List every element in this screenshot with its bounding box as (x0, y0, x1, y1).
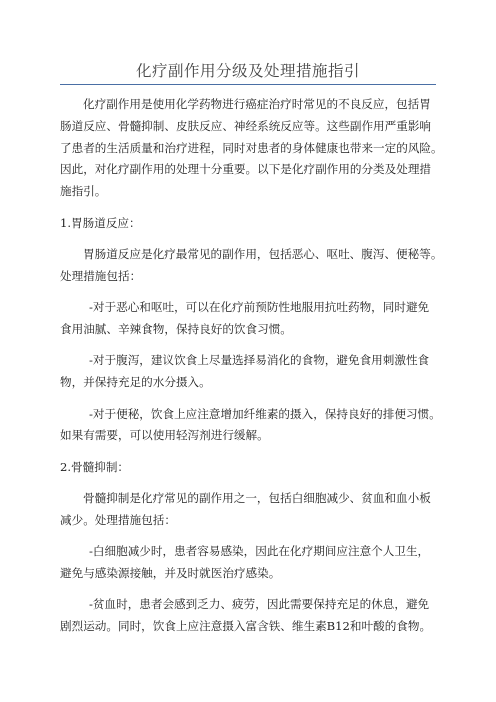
text-line: -贫血时，患者会感到乏力、疲劳，因此需要保持充足的休息，避免 (89, 597, 430, 612)
text-line: -对于便秘，饮食上应注意增加纤维素的摄入，保持良好的排便习惯。 (89, 406, 441, 421)
text-line: 物，并保持充足的水分摄入。 (60, 375, 211, 390)
text-line: 肠道反应、骨髓抑制、皮肤反应、神经系统反应等。这些副作用严重影响 (60, 118, 432, 133)
document-body (60, 94, 443, 638)
section-heading: 2.骨髓抑制： (60, 459, 130, 474)
text-line: 剧烈运动。同时，饮食上应注意摄入富含铁、维生素B12和叶酸的食物。 (60, 619, 432, 634)
paragraph-gi-intro (60, 244, 443, 288)
document-title: 化疗副作用分级及处理措施指引 (135, 62, 360, 80)
text-line: -白细胞减少时，患者容易感染，因此在化疗期间应注意个人卫生， (89, 544, 430, 559)
list-item-nausea (60, 297, 440, 341)
title-underline (60, 84, 436, 85)
text-line: -对于恶心和呕吐，可以在化疗前预防性地服用抗吐药物，同时避免 (89, 300, 430, 315)
text-line: 食用油腻、辛辣食物，保持良好的饮食习惯。 (60, 321, 292, 336)
section-heading-bone-marrow (60, 457, 440, 479)
list-item-anemia (60, 594, 440, 638)
list-item-leukopenia (60, 541, 440, 585)
text-line: 了患者的生活质量和治疗进程，同时对患者的身体健康也带来一定的风险。 (60, 140, 443, 155)
text-line: 避免与感染源接触，并及时就医治疗感染。 (60, 566, 281, 581)
text-line: 胃肠道反应是化疗最常见的副作用，包括恶心、呕吐、腹泻、便秘等。 (83, 246, 443, 261)
text-line: 施指引。 (60, 184, 107, 199)
text-line: 如果有需要，可以使用轻泻剂进行缓解。 (60, 428, 269, 443)
text-line: 处理措施包括： (60, 268, 142, 283)
paragraph-intro (60, 94, 443, 203)
text-line: 化疗副作用是使用化学药物进行癌症治疗时常见的不良反应，包括胃 (83, 97, 431, 111)
paragraph-marrow-intro (60, 488, 440, 532)
text-line: 减少。处理措施包括： (60, 512, 176, 527)
list-item-constipation (60, 404, 440, 448)
text-line: 因此，对化疗副作用的处理十分重要。以下是化疗副作用的分类及处理措 (60, 162, 432, 177)
section-heading: 1.胃肠道反应： (60, 215, 141, 230)
text-line: 骨髓抑制是化疗常见的副作用之一，包括白细胞减少、贫血和血小板 (83, 491, 431, 506)
list-item-diarrhea (60, 350, 440, 394)
section-heading-gastrointestinal (60, 213, 440, 235)
text-line: -对于腹泻，建议饮食上尽量选择易消化的食物，避免食用刺激性食 (89, 353, 430, 368)
